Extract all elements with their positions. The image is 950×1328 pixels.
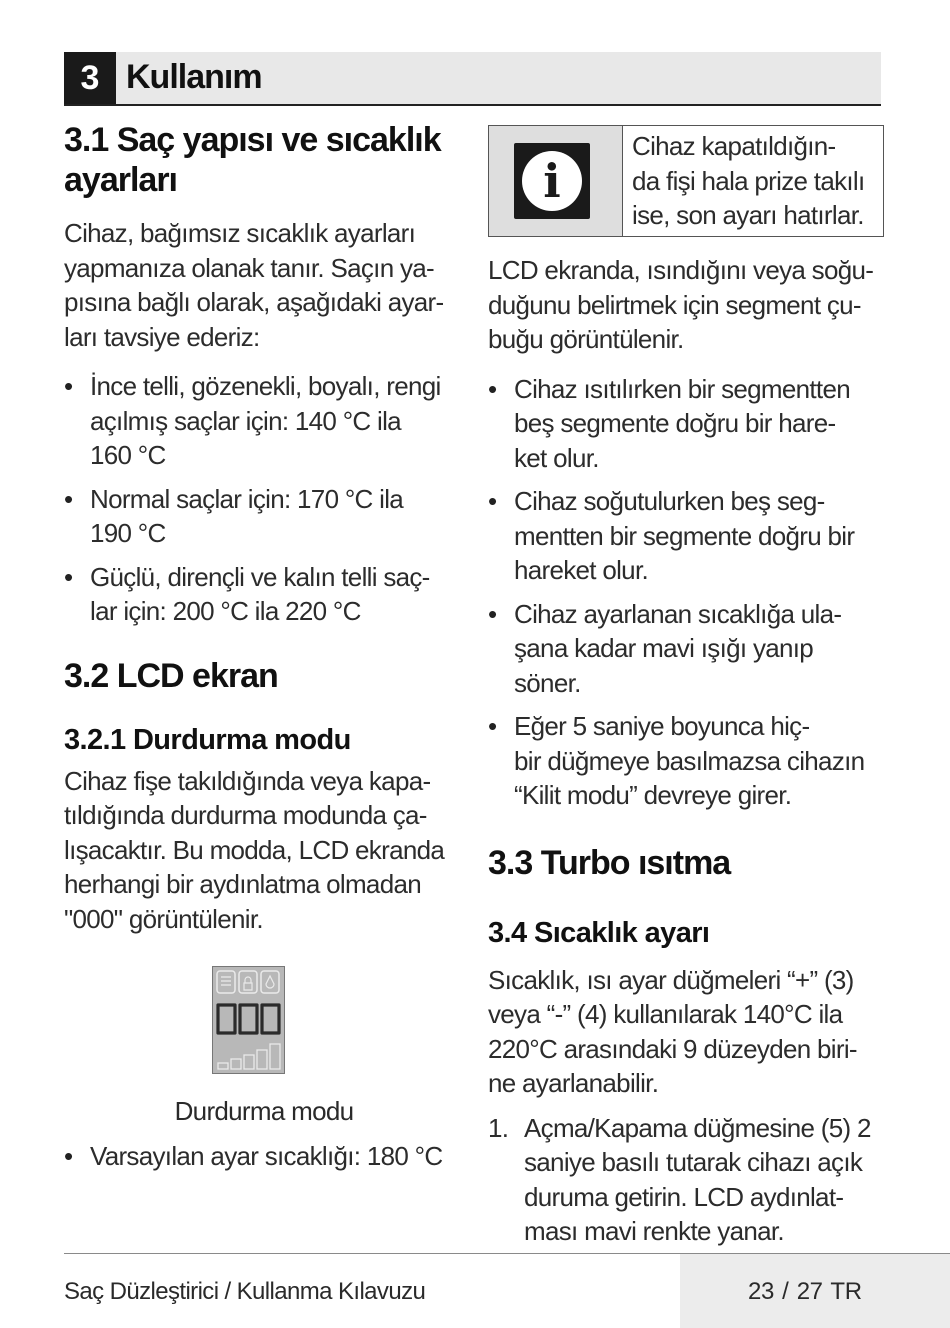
text-line: Eğer 5 saniye boyunca hiç-: [514, 711, 810, 741]
list-item: [488, 484, 884, 588]
lcd-status-icons: [217, 971, 279, 993]
lcd-segment: [218, 1063, 228, 1069]
list-item: [488, 597, 884, 701]
list-item: [64, 482, 456, 551]
text-line: lar için: 200 °C ila 220 °C: [90, 596, 361, 626]
text-line: buğu görüntülenir.: [488, 324, 684, 354]
lcd-graphic: [213, 967, 284, 1073]
section-3-1-intro: [64, 216, 456, 354]
list-item: [488, 709, 884, 813]
lcd-display: [212, 966, 285, 1074]
list-item: [488, 1111, 884, 1249]
lcd-segment: [244, 1055, 254, 1069]
section-3-3-heading: 3.3 Turbo ısıtma: [488, 843, 731, 882]
text-line: Güçlü, dirençli ve kalın telli saç-: [90, 561, 430, 592]
text-line: Cihaz fişe takıldığında veya kapa-: [64, 765, 431, 796]
text-line: 220°C arasındaki 9 düzeyden biri-: [488, 1033, 857, 1064]
text-line: da fişi hala prize takılı: [632, 165, 865, 196]
text-line: Normal saçlar için: 170 °C ila: [90, 483, 404, 514]
text-line: “Kilit modu” devreye girer.: [514, 780, 792, 810]
right-column: [488, 125, 884, 1249]
info-icon-cell: [489, 126, 623, 236]
lines-shape: [221, 977, 231, 985]
heading-line: ayarları: [64, 161, 177, 199]
text-line: ları tavsiye ederiz:: [64, 321, 260, 352]
lcd-paragraph: [488, 253, 884, 357]
text-line: ması mavi renkte yanar.: [524, 1216, 784, 1246]
chapter-title: Kullanım: [126, 58, 262, 96]
lcd-figure: [64, 966, 456, 1074]
footer-title: Saç Düzleştirici / Kullanma Kılavuzu: [64, 1278, 426, 1305]
text-line: tıldığında durdurma modunda ça-: [64, 800, 427, 830]
section-3-4-heading: 3.4 Sıcaklık ayarı: [488, 916, 710, 949]
list-item: [488, 372, 884, 476]
section-3-4-body: [488, 963, 884, 1101]
chapter-header: [64, 52, 881, 106]
text-line: Cihaz kapatıldığın-: [632, 131, 836, 161]
lcd-segment: [257, 1050, 267, 1069]
info-icon: [514, 143, 590, 219]
text-line: yapmanıza olanak tanır. Saçın ya-: [64, 252, 435, 283]
text-line: lışacaktır. Bu modda, LCD ekranda: [64, 834, 445, 865]
heading-line: 3.1 Saç yapısı ve sıcaklık: [64, 121, 441, 159]
text-line: herhangi bir aydınlatma olmadan: [64, 869, 421, 899]
section-3-2-1-heading: 3.2.1 Durdurma modu: [64, 723, 351, 756]
text-line: LCD ekranda, ısındığını veya soğu-: [488, 255, 874, 285]
text-line: Cihaz ısıtılırken bir segmentten: [514, 373, 850, 404]
info-icon-glyph: i: [522, 151, 582, 211]
lcd-segment-bar: [218, 1044, 280, 1069]
section-3-2-1-body: [64, 764, 456, 937]
text-line: 190 °C: [90, 518, 166, 548]
text-line: ket olur.: [514, 442, 599, 473]
text-line: mentten bir segmente doğru bir: [514, 520, 855, 551]
text-line: beş segmente doğru bir hare-: [514, 408, 836, 438]
segment-behavior-list: [488, 372, 884, 813]
text-line: duğunu belirtmek için segment çu-: [488, 289, 861, 320]
lcd-digit: [218, 1005, 235, 1033]
section-3-1-heading: [64, 120, 456, 200]
text-line: ise, son ayarı hatırlar.: [632, 200, 864, 230]
text-line: veya “-” (4) kullanılarak 140°C ila: [488, 999, 843, 1029]
text-line: Cihaz, bağımsız sıcaklık ayarları: [64, 218, 416, 248]
list-item: [64, 369, 456, 473]
section-3-2-heading: 3.2 LCD ekran: [64, 656, 278, 695]
drop-icon: [261, 971, 279, 993]
text-line: hareket olur.: [514, 555, 648, 585]
left-column: [64, 118, 456, 1173]
lcd-digits: [218, 1005, 279, 1033]
info-note: [488, 125, 884, 237]
hair-type-list: [64, 369, 456, 629]
text-line: Açma/Kapama düğmesine (5) 2: [524, 1112, 871, 1143]
list-item: [64, 560, 456, 629]
text-line: şana kadar mavi ışığı yanıp: [514, 633, 814, 663]
text-line: saniye basılı tutarak cihazı açık: [524, 1147, 863, 1177]
lock-mode-icon: [217, 971, 235, 993]
lock-shape: [244, 977, 252, 990]
text-line: 160 °C: [90, 440, 166, 470]
lcd-digit: [240, 1005, 257, 1033]
drop-shape: [266, 976, 274, 988]
step-number: 1.: [488, 1112, 509, 1143]
info-note-text: [632, 129, 882, 233]
default-setting-list: [64, 1139, 456, 1174]
lcd-digit: [262, 1005, 279, 1033]
text-line: Sıcaklık, ısı ayar düğmeleri “+” (3): [488, 964, 854, 995]
lcd-caption: Durdurma modu: [174, 1096, 354, 1126]
text-line: pısına bağlı olarak, aşağıdaki ayar-: [64, 287, 444, 317]
text-line: İnce telli, gözenekli, boyalı, rengi: [90, 371, 441, 401]
text-line: Cihaz soğutulurken beş seg-: [514, 486, 825, 516]
text-line: duruma getirin. LCD aydınlat-: [524, 1181, 844, 1212]
text-line: söner.: [514, 667, 581, 698]
text-line: bir düğmeye basılmazsa cihazın: [514, 745, 865, 776]
lcd-segment: [231, 1059, 241, 1069]
footer-page-number: 23 / 27 TR: [748, 1278, 862, 1305]
text-line: ne ayarlanabilir.: [488, 1068, 659, 1098]
text-line: açılmış saçlar için: 140 °C ila: [90, 405, 401, 436]
lcd-segment: [270, 1044, 280, 1069]
list-item: • Varsayılan ayar sıcaklığı: 180 °C: [64, 1139, 456, 1174]
text-line: "000" görüntülenir.: [64, 903, 263, 934]
temperature-steps: [488, 1111, 884, 1249]
text-line: Cihaz ayarlanan sıcaklığa ula-: [514, 598, 842, 629]
chapter-number: 3: [64, 52, 116, 104]
